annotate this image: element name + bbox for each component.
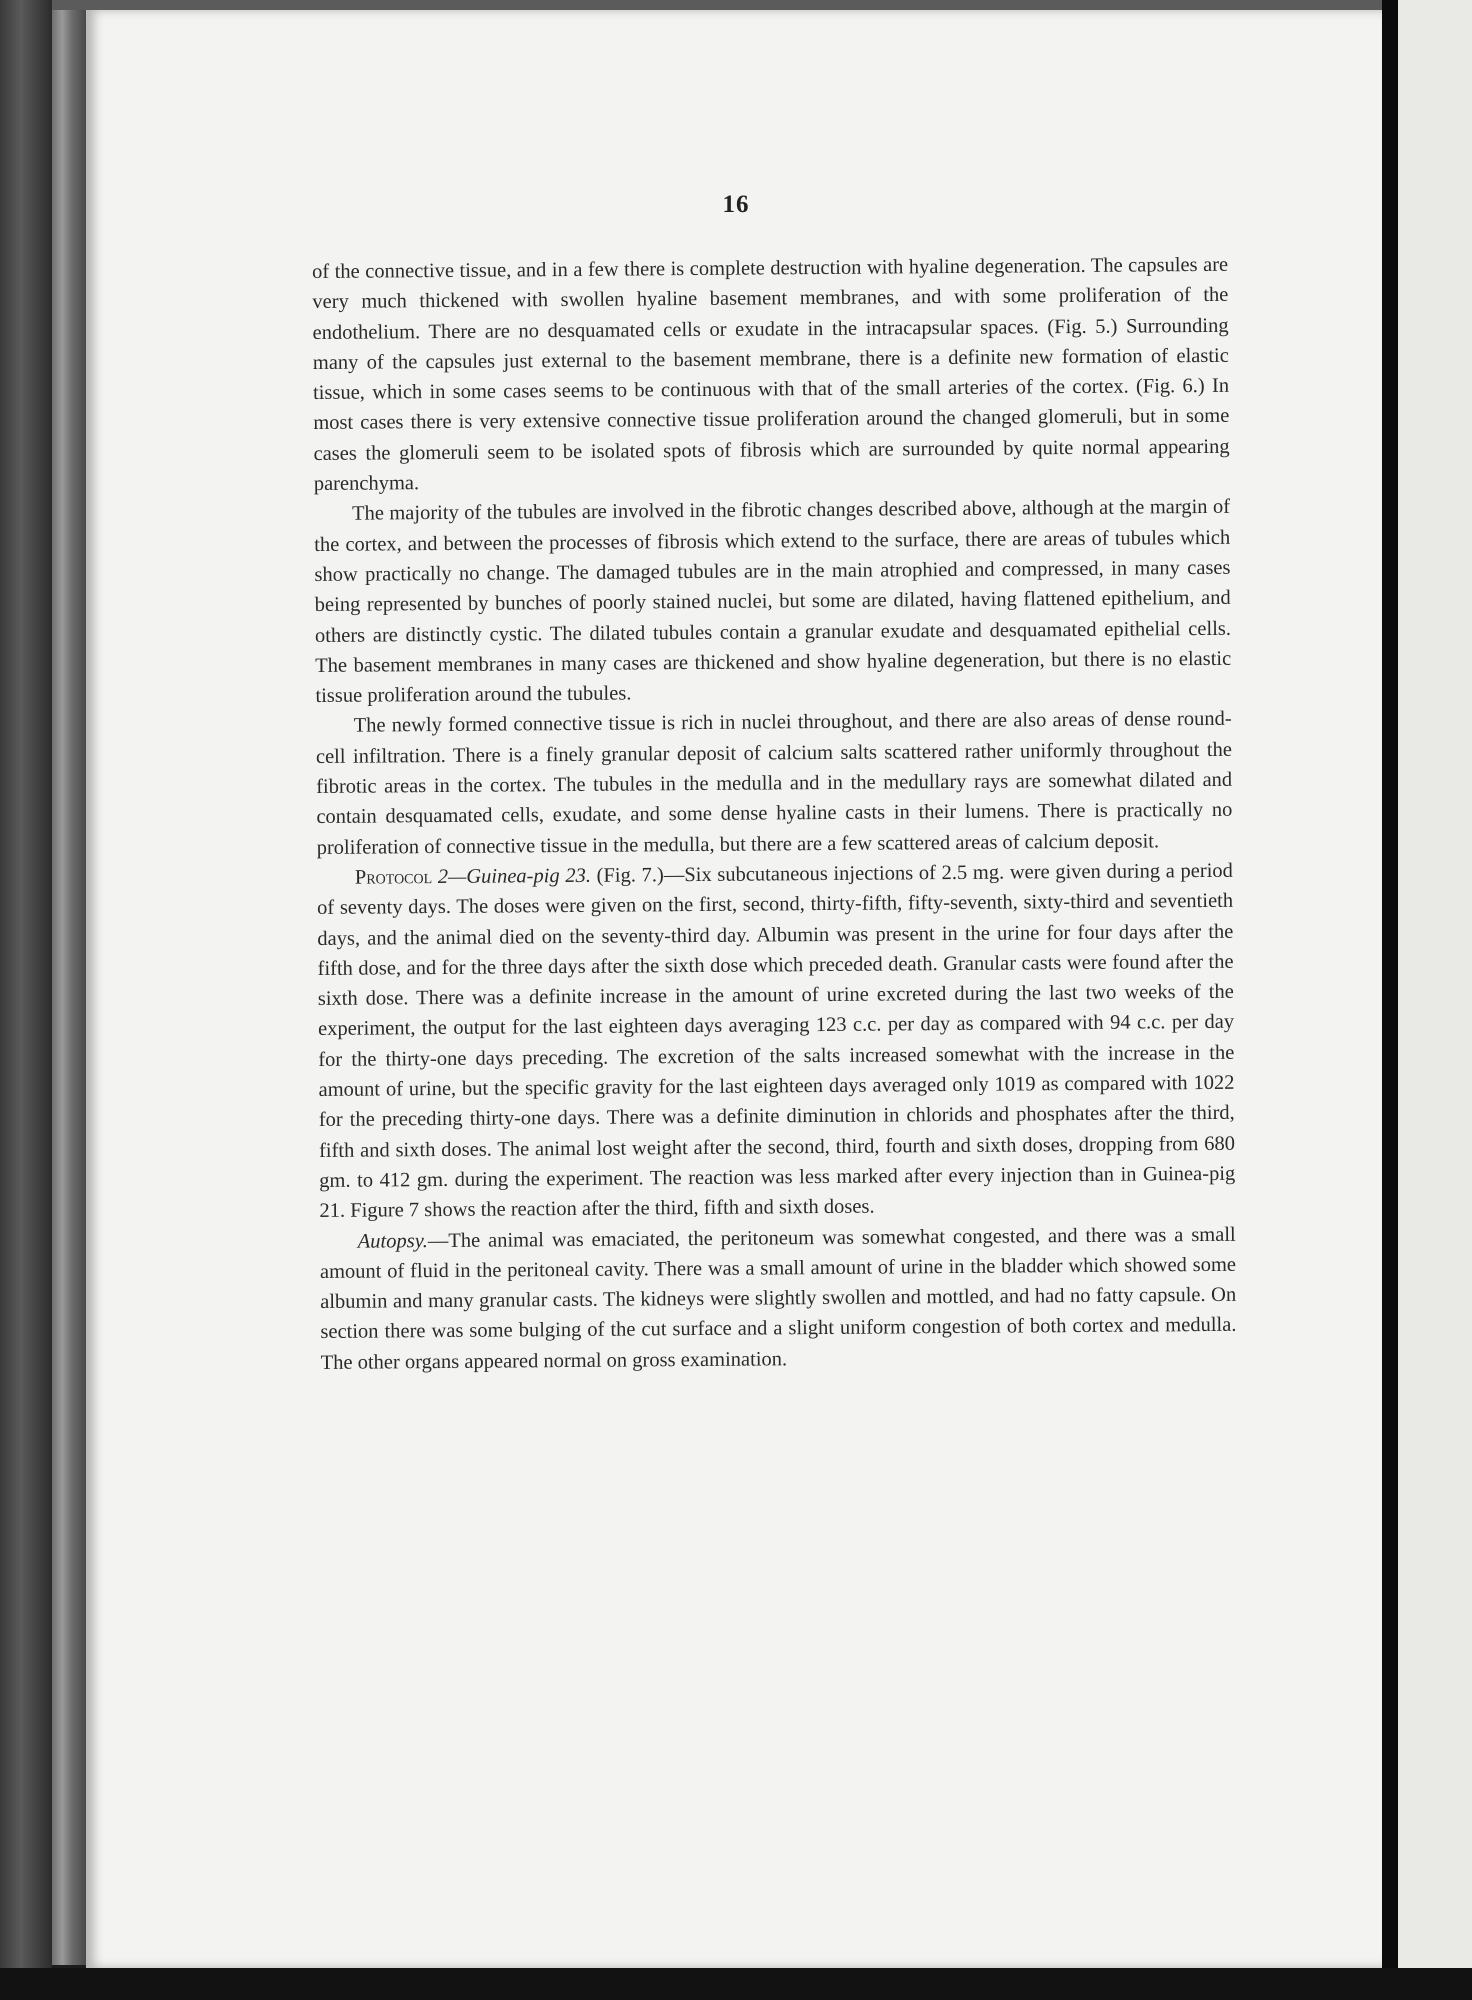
protocol-title: 2—Guinea-pig 23. bbox=[437, 864, 592, 888]
paragraph-autopsy bbox=[320, 1219, 1237, 1378]
protocol-text: (Fig. 7.)—Six subcutaneous injections of 2.5 mg. were given during a period of seventy days. The doses were given on the first, second, thirty-fifth, fifty-seventh, sixty-third and seventieth days, and the animal died on the seventy-third day. Albumin was present in the urine for four days after the fifth dose, and for the three days after the sixth dose which preceded death. Granular casts were found after the sixth dose. There was a definite increase in the amount of urine excreted during the last two weeks of the experiment, the output for the last eighteen days averaging 123 c.c. per day as compared with 94 c.c. per day for the thirty-one days preceding. The excretion of the salts increased somewhat with the increase in the amount of urine, but the specific gravity for the last eighteen days averaged only 1019 as compared with 1022 for the preceding thirty-one days. There was a definite diminution in chlorids and phosphates after the third, fifth and sixth doses. The animal lost weight after the second, third, fourth and sixth doses, dropping from 680 gm. to 412 gm. during the experiment. The reaction was less marked after every injection than in Guinea-pig 21. Figure 7 shows the reaction after the third, fifth and sixth doses. bbox=[317, 859, 1236, 1223]
page-stack-edge bbox=[52, 10, 86, 1965]
book-binding-edge bbox=[0, 0, 52, 2000]
paragraph-tubules: The majority of the tubules are involved in the fibrotic changes described above, although at the margin of the cortex, and between the processes of fibrosis which extend to the surface, there are areas of tubules which show practically no change. The damaged tubules are in the main atrophied and compressed, in many cases being represented by bunches of poorly stained nuclei, but some are dilated, having flattened epithelium, and others are distinctly cystic. The dilated tubules contain a granular exudate and desquamated epithelial cells. The basement membranes in many cases are thickened and show hyaline degeneration, but there is no elastic tissue proliferation around the tubules. bbox=[314, 496, 1232, 708]
page-number: 16 bbox=[722, 191, 750, 218]
autopsy-text: —The animal was emaciated, the peritoneum was somewhat congested, and there was a small amount of fluid in the peritoneal cavity. There was a small amount of urine in the bladder which showed some albumin and many granular casts. The kidneys were slightly swollen and mottled, and had no fatty capsule. On section there was some bulging of the cut surface and a slight uniform congestion of both cortex and medulla. The other organs appeared normal on gross examination. bbox=[319, 1223, 1237, 1374]
facing-page-edge bbox=[1398, 0, 1472, 1968]
protocol-label: Protocol bbox=[354, 866, 433, 889]
paragraph-connective-tissue: The newly formed connective tissue is rich in nuclei throughout, and there are also areas of dense round-cell infiltration. There is a finely granular deposit of calcium salts scattered rather uniformly throughout the fibrotic areas in the cortex. The tubules in the medulla and in the medullary rays are somewhat dilated and contain desquamated cells, exudate, and some dense hyaline casts in their lumens. There is practically no proliferation of connective tissue in the medulla, but there are a few scattered areas of calcium deposit. bbox=[315, 708, 1233, 859]
page-gutter bbox=[1382, 0, 1398, 2000]
autopsy-label: Autopsy. bbox=[357, 1229, 428, 1253]
scan-bottom-edge bbox=[0, 1968, 1472, 2000]
body-text bbox=[312, 250, 1237, 1378]
paragraph-glomeruli: of the connective tissue, and in a few there is complete destruction with hyaline degeneration. The capsules are very much thickened with swollen hyaline basement membranes, and with some proliferation of the endothelium. There are no desquamated cells or exudate in the intracapsular spaces. (Fig. 5.) Surrounding many of the capsules just external to the basement membrane, there is a definite new formation of elastic tissue, which in some cases seems to be continuous with that of the small arteries of the cortex. (Fig. 6.) In most cases there is very extensive connective tissue proliferation around the changed glomeruli, but in some cases the glomeruli seem to be isolated spots of fibrosis which are surrounded by quite normal appearing parenchyma. bbox=[312, 253, 1230, 496]
paragraph-protocol-2 bbox=[317, 856, 1236, 1227]
